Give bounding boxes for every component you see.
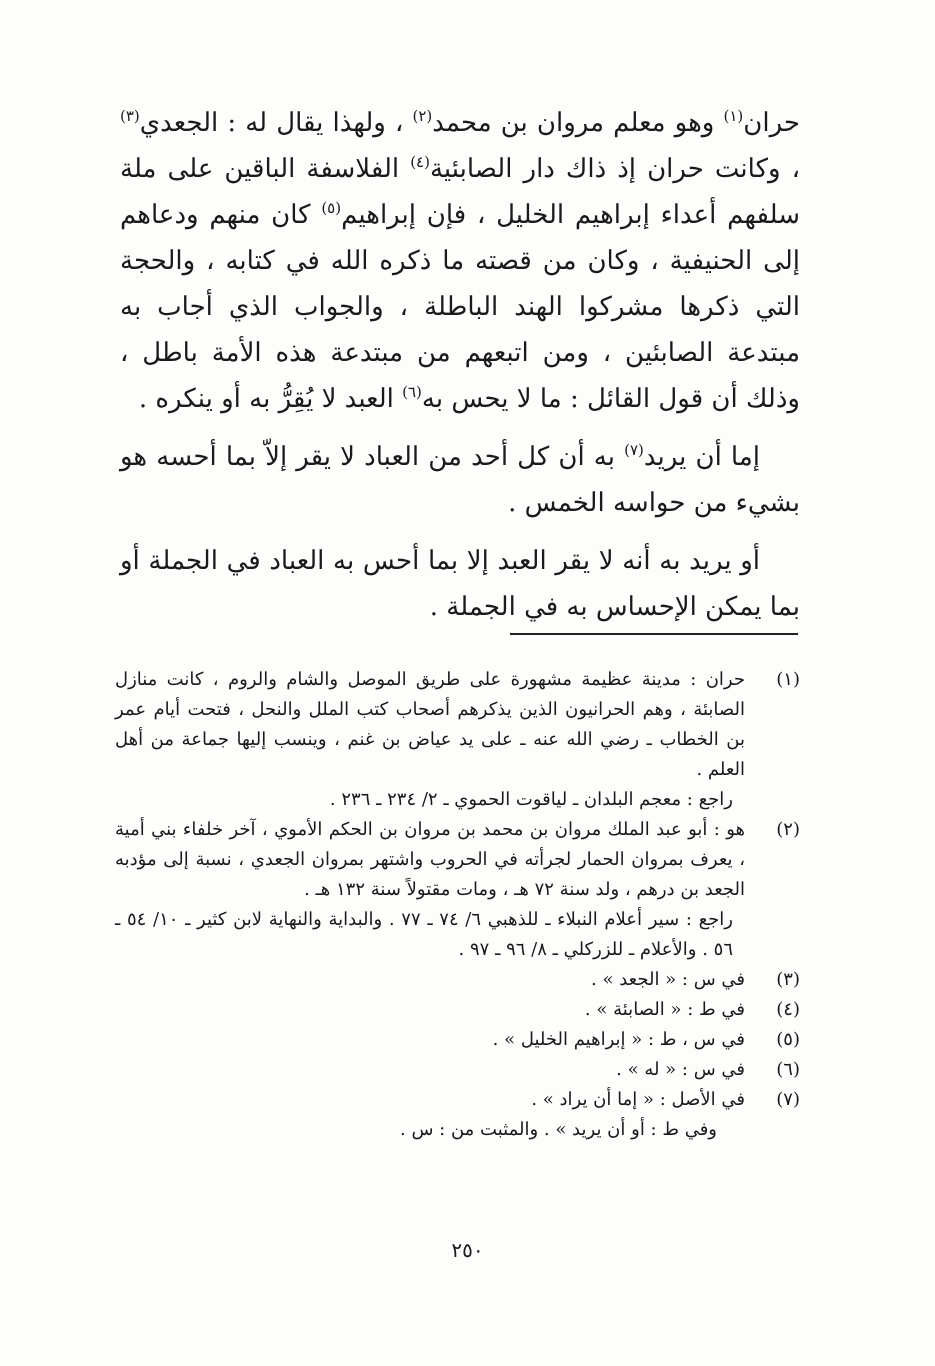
text-run: من قصته ما ذكره الله في كتابه ، والحجة التي ذكرها مشركوا الهند	[120, 246, 801, 322]
paragraph-2	[120, 434, 800, 526]
footnote-number: (٣)	[776, 969, 800, 990]
footnote-body	[115, 815, 745, 965]
footnote-3	[115, 965, 800, 995]
footnote-separator	[510, 633, 798, 635]
footnote-4	[115, 995, 800, 1025]
footnote-ref-1[interactable]: (١)	[723, 107, 744, 125]
footnote-number: (٥)	[776, 1029, 800, 1050]
text-run: ،	[791, 154, 800, 184]
footnote-7	[115, 1085, 800, 1115]
text-run: به أن كل أحد من العباد لا يقر إلاّ بما أحسه هو بشيء من حواسه الخمس .	[120, 442, 800, 518]
footnote-ref-6[interactable]: (٦)	[402, 383, 422, 401]
footnote-ref-4[interactable]: (٤)	[410, 153, 430, 171]
footnote-7-continuation: وفي ط : أو أن يريد » . والمثبت من : س .	[400, 1119, 717, 1140]
footnote-text: في س ، ط : « إبراهيم الخليل » .	[492, 1029, 745, 1050]
text-run: كان منهم ودعاهم إلى الحنيفية ، وكان	[120, 200, 800, 276]
footnote-text: في الأصل : « إما أن يراد » .	[531, 1089, 745, 1110]
text-run: إبراهيم الخليل ، فإن إبراهيم	[341, 200, 661, 230]
paragraph-3: أو يريد به أنه لا يقر العبد إلا بما أحس به العباد في الجملة أو بما يمكن الإحساس به في الجملة .	[120, 546, 800, 622]
text-run: الفلاسفة الباقين على ملة سلفهم أعداء	[120, 154, 800, 230]
text-run: وهو معلم مروان بن محمد	[432, 108, 724, 138]
footnotes	[115, 665, 800, 1145]
footnote-reference: راجع : سير أعلام النبلاء ـ للذهبي ٦/ ٧٤ ـ ٧٧ . والبداية والنهاية لابن كثير ـ ١٠/ ٥٤ ـ ٥٦ . والأعلام ـ للزركلي ـ ٨/ ٩٦ ـ ٩٧ .	[115, 909, 733, 960]
page-number: ٢٥٠	[451, 1238, 484, 1262]
footnote-ref-2[interactable]: (٢)	[412, 107, 433, 125]
text-run: حران	[743, 108, 801, 138]
footnote-reference: راجع : معجم البلدان ـ لياقوت الحموي ـ ٢/ ٢٣٤ ـ ٢٣٦ .	[329, 789, 733, 810]
text-run: مبتدعة هذه الأمة باطل ، وذلك أن قول القائل : ما لا يحس به	[120, 338, 800, 414]
text-run: وكانت حران إذ ذاك دار الصابئية	[429, 154, 792, 184]
footnote-2	[115, 815, 800, 965]
footnote-text: في س : « له » .	[616, 1059, 745, 1080]
footnote-6	[115, 1055, 800, 1085]
footnote-text: حران : مدينة عظيمة مشهورة على طريق الموصل والشام والروم ، كانت منازل الصابئة ، وهم الحرانيون الذين يذكرهم أصحاب كتب الملل والنحل ، فتحت أيام عمر بن الخطاب ـ رضي الله عنه ـ على يد عياض بن غنم ، وينسب إليها جماعة من أهل العلم .	[115, 669, 745, 780]
text-run: ، ولهذا يقال له : الجعدي	[139, 108, 413, 138]
footnote-1	[115, 665, 800, 815]
footnote-text: هو : أبو عبد الملك مروان بن محمد بن مروان بن الحكم الأموي ، آخر خلفاء بني أمية ، يعرف بمروان الحمار لجرأته في الحروب واشتهر بمروان الجعدي ، نسبة إلى مؤدبه الجعد بن درهم ، ولد سنة ٧٢ هـ ، ومات مقتولاً سنة ١٣٢ هـ .	[115, 819, 745, 900]
text-run: العبد	[344, 384, 403, 414]
footnote-number: (١)	[776, 669, 800, 690]
footnote-number: (٧)	[776, 1089, 800, 1110]
footnote-number: (٦)	[776, 1059, 800, 1080]
footnote-number: (٤)	[776, 999, 800, 1020]
footnote-number: (٢)	[776, 819, 800, 840]
footnote-text: في س : « الجعد » .	[591, 969, 745, 990]
footnote-body	[115, 665, 745, 815]
footnote-5	[115, 1025, 800, 1055]
footnote-ref-5[interactable]: (٥)	[321, 199, 342, 217]
text-run: إما أن يريد	[643, 442, 760, 472]
paragraph-1	[120, 100, 800, 422]
text-run: لا يُقِرُّ به أو ينكره .	[138, 384, 345, 414]
footnote-text: في ط : « الصابئة » .	[584, 999, 745, 1020]
main-text	[120, 100, 800, 642]
text-run: الباطلة ، والجواب الذي أجاب به مبتدعة الصابئين ، ومن اتبعهم من	[120, 292, 800, 368]
footnote-ref-7[interactable]: (٧)	[624, 441, 644, 459]
footnote-ref-3[interactable]: (٣)	[120, 107, 140, 125]
